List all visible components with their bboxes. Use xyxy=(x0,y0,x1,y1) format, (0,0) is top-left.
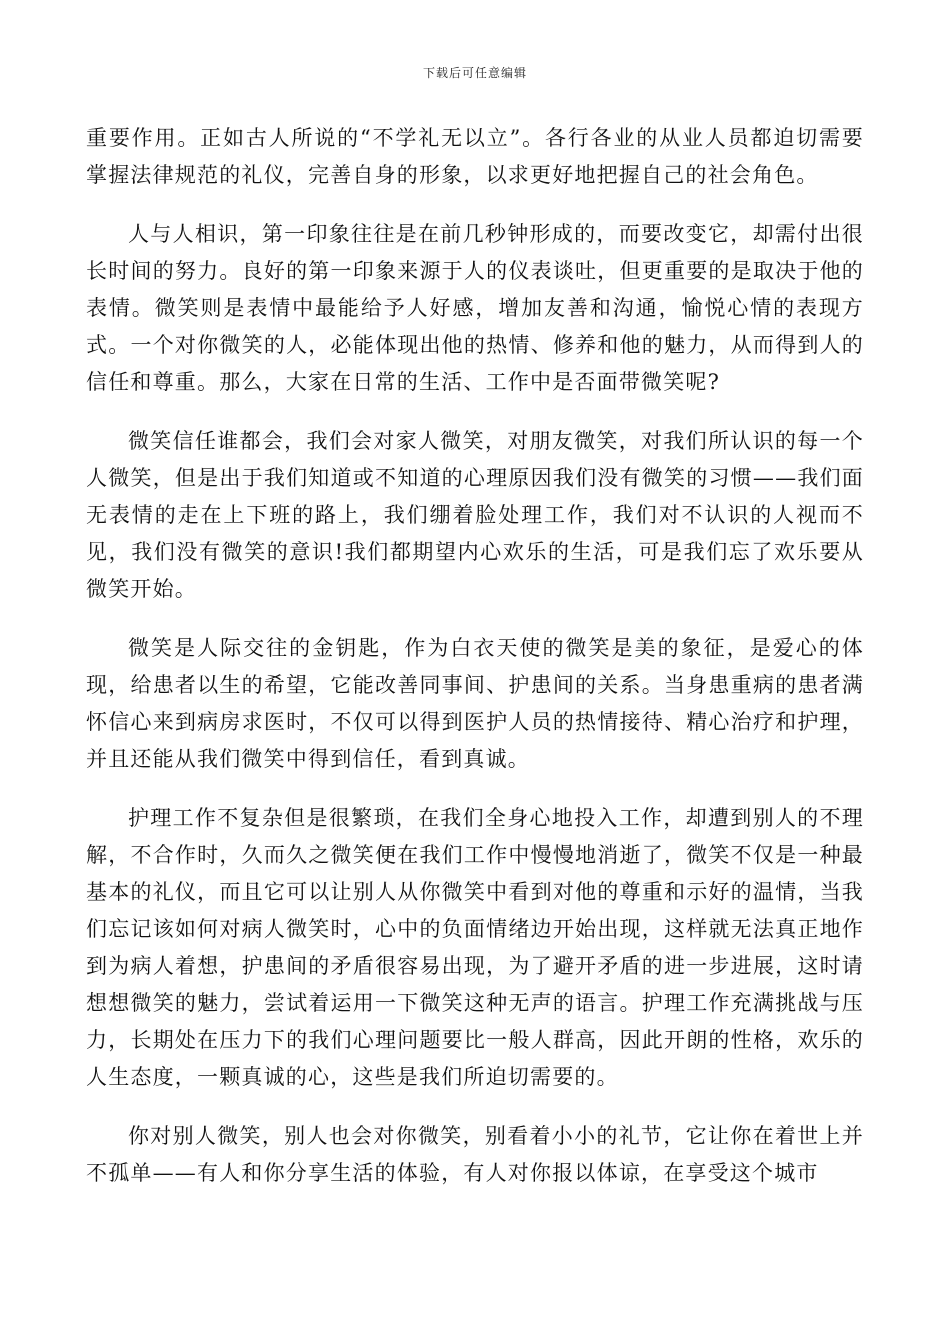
paragraph-3: 微笑信任谁都会，我们会对家人微笑，对朋友微笑，对我们所认识的每一个人微笑，但是出于我们知道或不知道的心理原因我们没有微笑的习惯——我们面无表情的走在上下班的路上，我们绷着脸处理工作，我们对不认识的人视而不见，我们没有微笑的意识!我们都期望内心欢乐的生活，可是我们忘了欢乐要从微笑开始。 xyxy=(86,429,864,601)
document-body xyxy=(86,120,864,1214)
paragraph-1: 重要作用。正如古人所说的“不学礼无以立”。各行各业的从业人员都迫切需要掌握法律规范的礼仪，完善自身的形象，以求更好地把握自己的社会角色。 xyxy=(86,126,864,187)
paragraph-4: 微笑是人际交往的金钥匙，作为白衣天使的微笑是美的象征，是爱心的体现，给患者以生的希望，它能改善同事间、护患间的关系。当身患重病的患者满怀信心来到病房求医时，不仅可以得到医护人员的热情接待、精心治疗和护理，并且还能从我们微笑中得到信任，看到真诚。 xyxy=(86,636,864,771)
paragraph-2: 人与人相识，第一印象往往是在前几秒钟形成的，而要改变它，却需付出很长时间的努力。良好的第一印象来源于人的仪表谈吐，但更重要的是取决于他的表情。微笑则是表情中最能给予人好感，增加友善和沟通，愉悦心情的表现方式。一个对你微笑的人，必能体现出他的热情、修养和他的魅力，从而得到人的信任和尊重。那么，大家在日常的生活、工作中是否面带微笑呢? xyxy=(86,222,864,394)
page-header-note: 下载后可任意编辑 xyxy=(422,66,527,80)
paragraph-5: 护理工作不复杂但是很繁琐，在我们全身心地投入工作，却遭到别人的不理解，不合作时，久而久之微笑便在我们工作中慢慢地消逝了，微笑不仅是一种最基本的礼仪，而且它可以让别人从你微笑中看到对他的尊重和示好的温情，当我们忘记该如何对病人微笑时，心中的负面情绪边开始出现，这样就无法真正地作到为病人着想，护患间的矛盾很容易出现，为了避开矛盾的进一步进展，这时请想想微笑的魅力，尝试着运用一下微笑这种无声的语言。护理工作充满挑战与压力，长期处在压力下的我们心理问题要比一般人群高，因此开朗的性格，欢乐的人生态度，一颗真诚的心，这些是我们所迫切需要的。 xyxy=(86,806,864,1089)
paragraph-6: 你对别人微笑，别人也会对你微笑，别看着小小的礼节，它让你在着世上并不孤单——有人和你分享生活的体验，有人对你报以体谅，在享受这个城市 xyxy=(86,1124,864,1185)
